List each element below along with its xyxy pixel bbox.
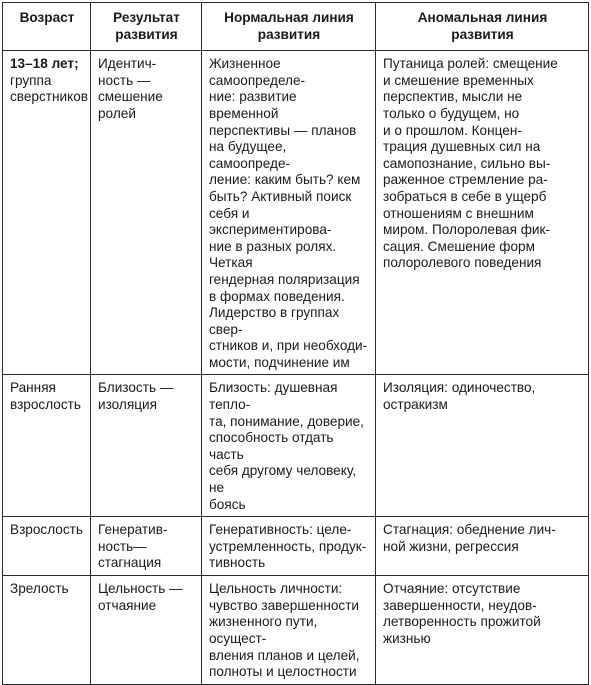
cell-result: Близость — изоляция xyxy=(91,375,202,517)
header-result: Результат развития xyxy=(91,3,202,51)
table-body xyxy=(3,51,589,685)
table-header xyxy=(3,3,589,51)
table-row xyxy=(3,375,589,517)
cell-age: Ранняя взрослость xyxy=(3,375,91,517)
cell-anomalous: Стагнация: обеднение лич- ной жизни, регрессия xyxy=(376,517,589,576)
header-row xyxy=(3,3,589,51)
cell-normal: Генеративность: целе- устремленность, продук- тивность xyxy=(202,517,376,576)
development-stages-table xyxy=(2,2,589,685)
table-row xyxy=(3,576,589,685)
cell-normal: Жизненное самоопределе- ние: развитие временной перспективы — планов на будущее, самоопреде- ление: каким быть? кем быть? Активный поиск себя и экспериментирова- ние в разных ролях. Четкая гендерная поляризация в формах поведения. Лидерство в группах свер- стников и, при необходи- мости, подчинение им xyxy=(202,51,376,375)
age-group: группа сверстников xyxy=(10,72,88,105)
cell-age xyxy=(3,51,91,375)
table-row xyxy=(3,51,589,375)
cell-result: Генератив- ность— стагнация xyxy=(91,517,202,576)
cell-age: Взрослость xyxy=(3,517,91,576)
table-row xyxy=(3,517,589,576)
header-age: Возраст xyxy=(3,3,91,51)
cell-anomalous: Отчаяние: отсутствие завершенности, неудов- летворенность прожитой жизнью xyxy=(376,576,589,685)
cell-normal: Цельность личности: чувство завершенности жизненного пути, осущест- вления планов и целей, полноты и целостности xyxy=(202,576,376,685)
cell-normal: Близость: душевная тепло- та, понимание, доверие, способность отдать часть себя другому человеку, не боясь xyxy=(202,375,376,517)
cell-anomalous: Изоляция: одиночество, остракизм xyxy=(376,375,589,517)
header-anomalous-line: Аномальная линия развития xyxy=(376,3,589,51)
cell-result: Идентич- ность — смешение ролей xyxy=(91,51,202,375)
header-normal-line: Нормальная линия развития xyxy=(202,3,376,51)
cell-age: Зрелость xyxy=(3,576,91,685)
cell-anomalous: Путаница ролей: смещение и смешение временных перспектив, мысли не только о будущем, но и о прошлом. Концен- трация душевных сил на самопознание, сильно вы- раженное стремление ра- зобраться в себе в ущерб отношениям с внешним миром. Полоролевая фик- сация. Смешение форм полоролевого поведения xyxy=(376,51,589,375)
age-range: 13–18 лет; xyxy=(10,56,79,72)
cell-result: Цельность — отчаяние xyxy=(91,576,202,685)
